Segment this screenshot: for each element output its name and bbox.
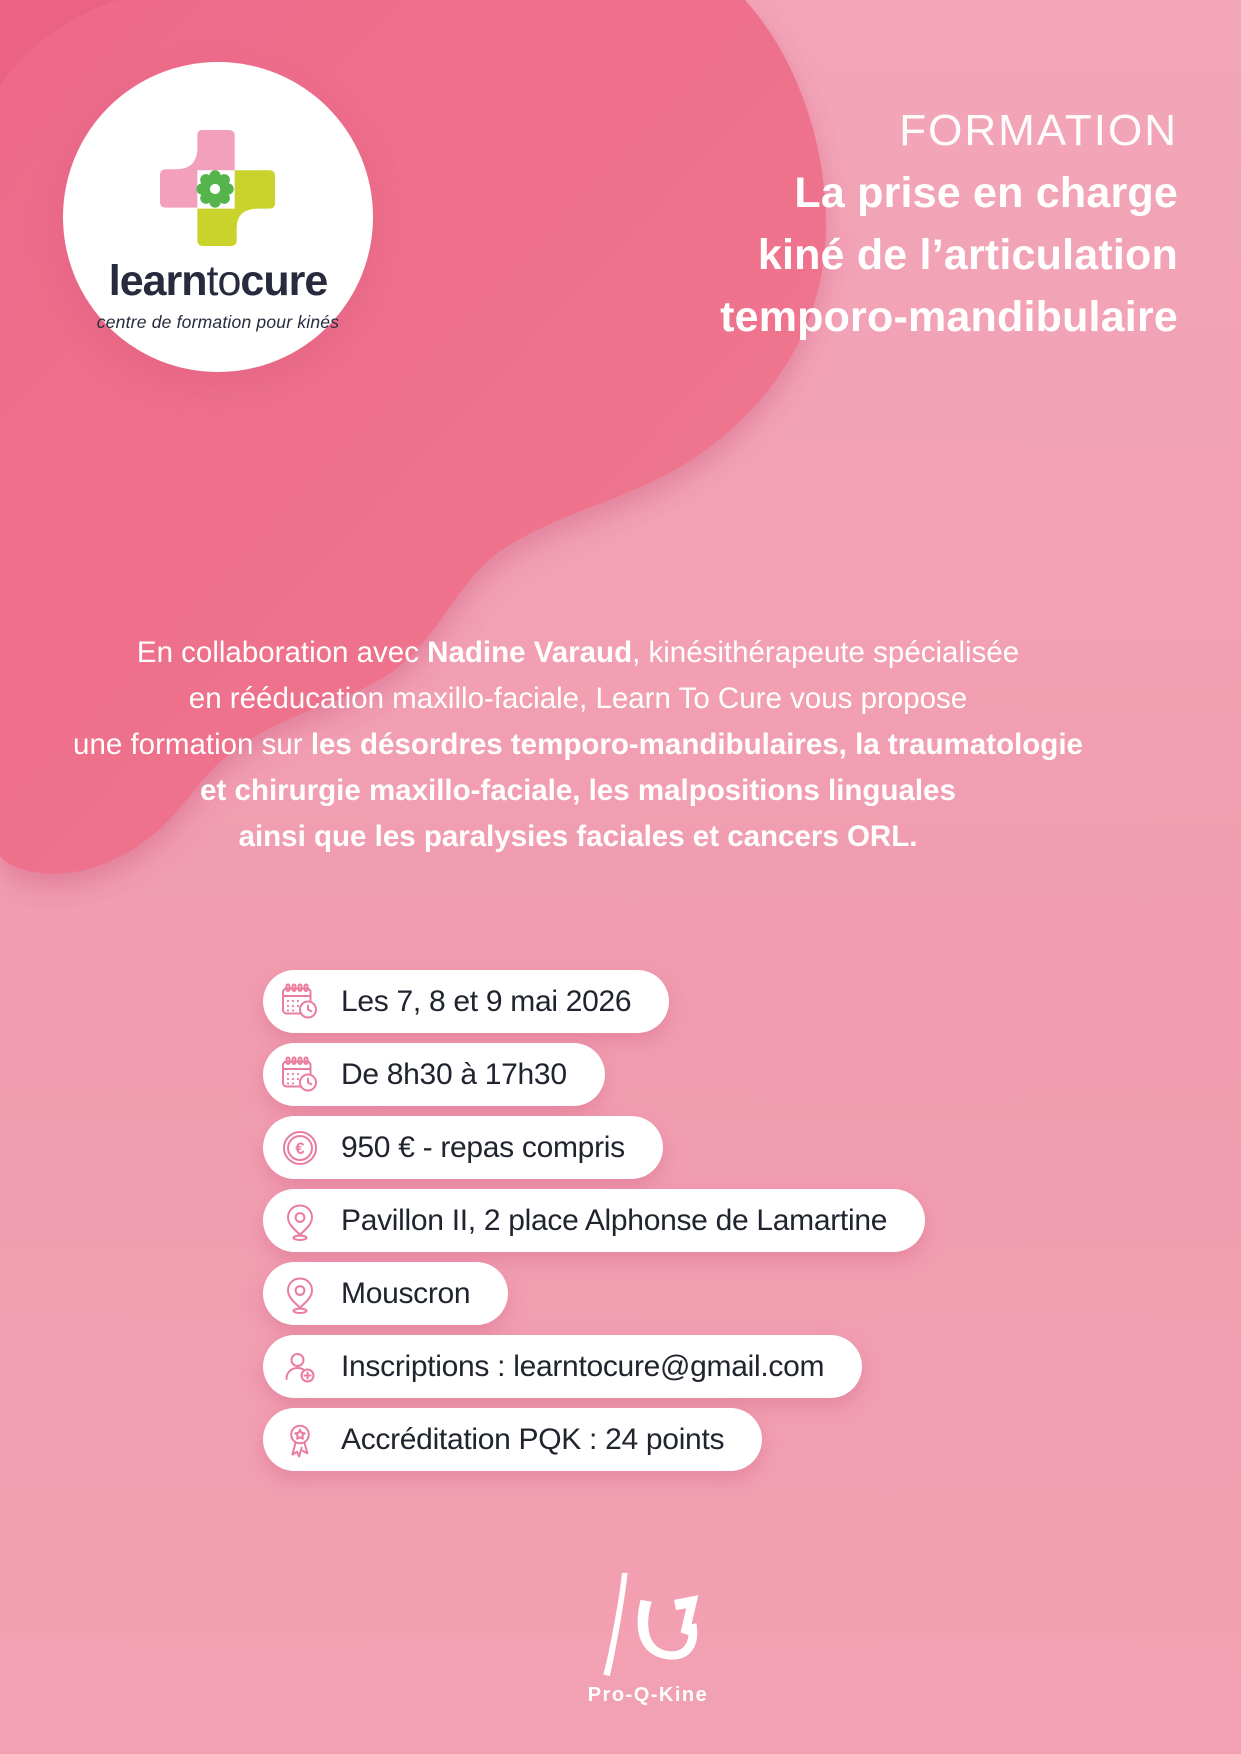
euro-coin-icon [278,1126,322,1170]
intro-text: , kinésithérapeute spécialisée [632,636,1020,669]
proqkine-logo [583,1572,713,1707]
map-pin-icon [278,1272,322,1316]
detail-label: Pavillon II, 2 place Alphonse de Lamartine [341,1203,888,1237]
intro-text: en rééducation maxillo-faciale, Learn To Cure vous propose [188,682,968,715]
calendar-clock-icon [278,1053,322,1097]
cross-gear-icon [158,128,278,248]
detail-label: Mouscron [341,1276,471,1310]
wordmark-to: to [206,257,241,305]
logo-tagline: centre de formation pour kinés [96,312,340,332]
detail-label: Accréditation PQK : 24 points [341,1422,725,1456]
title-line-3: temporo-mandibulaire [720,293,1178,341]
intro-line [0,722,1156,768]
learntocure-logo [63,62,373,372]
wordmark-cure: cure [240,257,328,305]
intro-line [0,630,1156,676]
intro-text-bold: ainsi que les paralysies faciales et cancers ORL. [238,820,918,853]
detail-pill [263,1189,925,1252]
proqkine-logo-text: Pro-Q-Kine [587,1684,709,1706]
person-add-icon [278,1345,322,1389]
intro-paragraph [0,630,1156,860]
intro-line [0,676,1156,722]
detail-label: 950 € - repas compris [341,1130,625,1164]
intro-line [0,768,1156,814]
formation-kicker: FORMATION [899,106,1178,155]
proqkine-mark-icon [589,1572,707,1680]
intro-line [0,814,1156,860]
gear-icon [196,170,233,207]
detail-pill [263,1335,862,1398]
logo-wordmark [108,257,328,305]
map-pin-icon [278,1199,322,1243]
intro-text: une formation sur [73,728,311,761]
detail-label: Les 7, 8 et 9 mai 2026 [341,984,632,1018]
intro-text-bold: et chirurgie maxillo-faciale, les malpositions linguales [200,774,956,807]
intro-text-bold: Nadine Varaud [427,636,633,669]
title-line-2: kiné de l’articulation [757,231,1178,279]
details-list [263,970,925,1471]
detail-pill [263,1408,762,1471]
award-ribbon-icon [278,1418,322,1462]
detail-pill [263,1262,508,1325]
intro-text-bold: les désordres temporo-mandibulaires, la traumatologie [310,728,1083,761]
detail-pill [263,970,669,1033]
title-line-1: La prise en charge [794,169,1178,217]
intro-text: En collaboration avec [136,636,428,669]
detail-label: De 8h30 à 17h30 [341,1057,567,1091]
formation-title-block [720,100,1178,348]
detail-pill [263,1116,663,1179]
detail-pill [263,1043,605,1106]
calendar-clock-icon [278,980,322,1024]
wordmark-learn: learn [108,257,207,305]
detail-label: Inscriptions : learntocure@gmail.com [341,1349,825,1383]
